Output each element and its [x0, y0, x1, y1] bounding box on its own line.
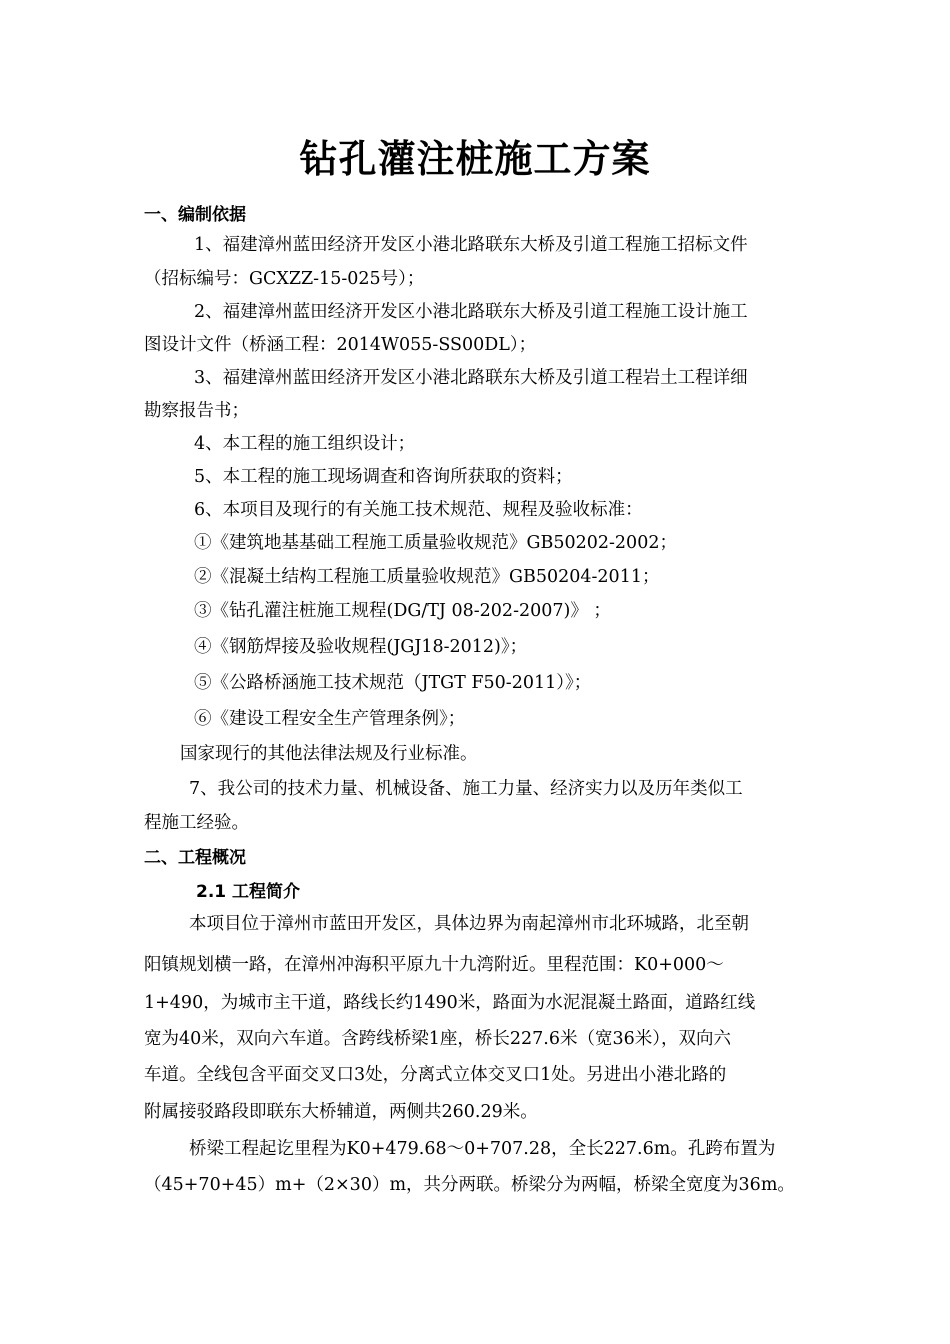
paragraph-line: 4、本工程的施工组织设计；	[194, 434, 416, 454]
paragraph-line: 阳镇规划横一路，在漳州冲海积平原九十九湾附近。里程范围：K0+000～	[144, 955, 724, 975]
paragraph-line: 3、福建漳州蓝田经济开发区小港北路联东大桥及引道工程岩土工程详细	[194, 368, 748, 388]
standard-item: ②《混凝土结构工程施工质量验收规范》GB50204-2011；	[194, 567, 660, 587]
paragraph-line: 2、福建漳州蓝田经济开发区小港北路联东大桥及引道工程施工设计施工	[194, 302, 748, 322]
standard-item: ⑥《建设工程安全生产管理条例》；	[194, 709, 466, 729]
paragraph-line: 图设计文件（桥涵工程：2014W055-SS00DL）；	[144, 335, 537, 355]
page-title: 钻孔灌注桩施工方案	[299, 136, 651, 181]
section-heading-basis: 一、编制依据	[144, 205, 246, 225]
standard-item: ⑤《公路桥涵施工技术规范（JTGT F50-2011）》；	[194, 673, 592, 693]
paragraph-line: （招标编号：GCXZZ-15-025号）；	[144, 269, 425, 289]
paragraph-line: 程施工经验。	[144, 813, 249, 833]
paragraph-line: （45+70+45）m+（2×30）m，共分两联。桥梁分为两幅，桥梁全宽度为36m。	[144, 1175, 795, 1195]
paragraph-line: 宽为40米，双向六车道。含跨线桥梁1座，桥长227.6米（宽36米），双向六	[144, 1029, 732, 1049]
section-heading-overview: 二、工程概况	[144, 848, 246, 868]
paragraph-line: 7、我公司的技术力量、机械设备、施工力量、经济实力以及历年类似工	[189, 779, 743, 799]
paragraph-line: 勘察报告书；	[144, 401, 249, 421]
paragraph-line: 1、福建漳州蓝田经济开发区小港北路联东大桥及引道工程施工招标文件	[194, 235, 748, 255]
paragraph-line: 桥梁工程起讫里程为K0+479.68～0+707.28，全长227.6m。孔跨布置为	[189, 1139, 776, 1159]
paragraph-line: 国家现行的其他法律法规及行业标准。	[180, 744, 478, 764]
standard-item: ④《钢筋焊接及验收规程(JGJ18-2012)》；	[194, 637, 528, 657]
paragraph-line: 附属接驳路段即联东大桥辅道，两侧共260.29米。	[144, 1102, 538, 1122]
paragraph-line: 6、本项目及现行的有关施工技术规范、规程及验收标准：	[194, 500, 643, 520]
standard-item: ③《钻孔灌注桩施工规程(DG/TJ 08-202-2007)》 ；	[194, 601, 611, 621]
subsection-heading-intro: 2.1 工程简介	[196, 882, 301, 902]
paragraph-line: 1+490，为城市主干道，路线长约1490米，路面为水泥混凝土路面，道路红线	[144, 993, 756, 1013]
paragraph-line: 车道。全线包含平面交叉口3处，分离式立体交叉口1处。另进出小港北路的	[144, 1065, 727, 1085]
paragraph-line: 5、本工程的施工现场调查和咨询所获取的资料；	[194, 467, 573, 487]
standard-item: ①《建筑地基基础工程施工质量验收规范》GB50202-2002；	[194, 533, 677, 553]
paragraph-line: 本项目位于漳州市蓝田开发区，具体边界为南起漳州市北环城路，北至朝	[189, 914, 749, 934]
